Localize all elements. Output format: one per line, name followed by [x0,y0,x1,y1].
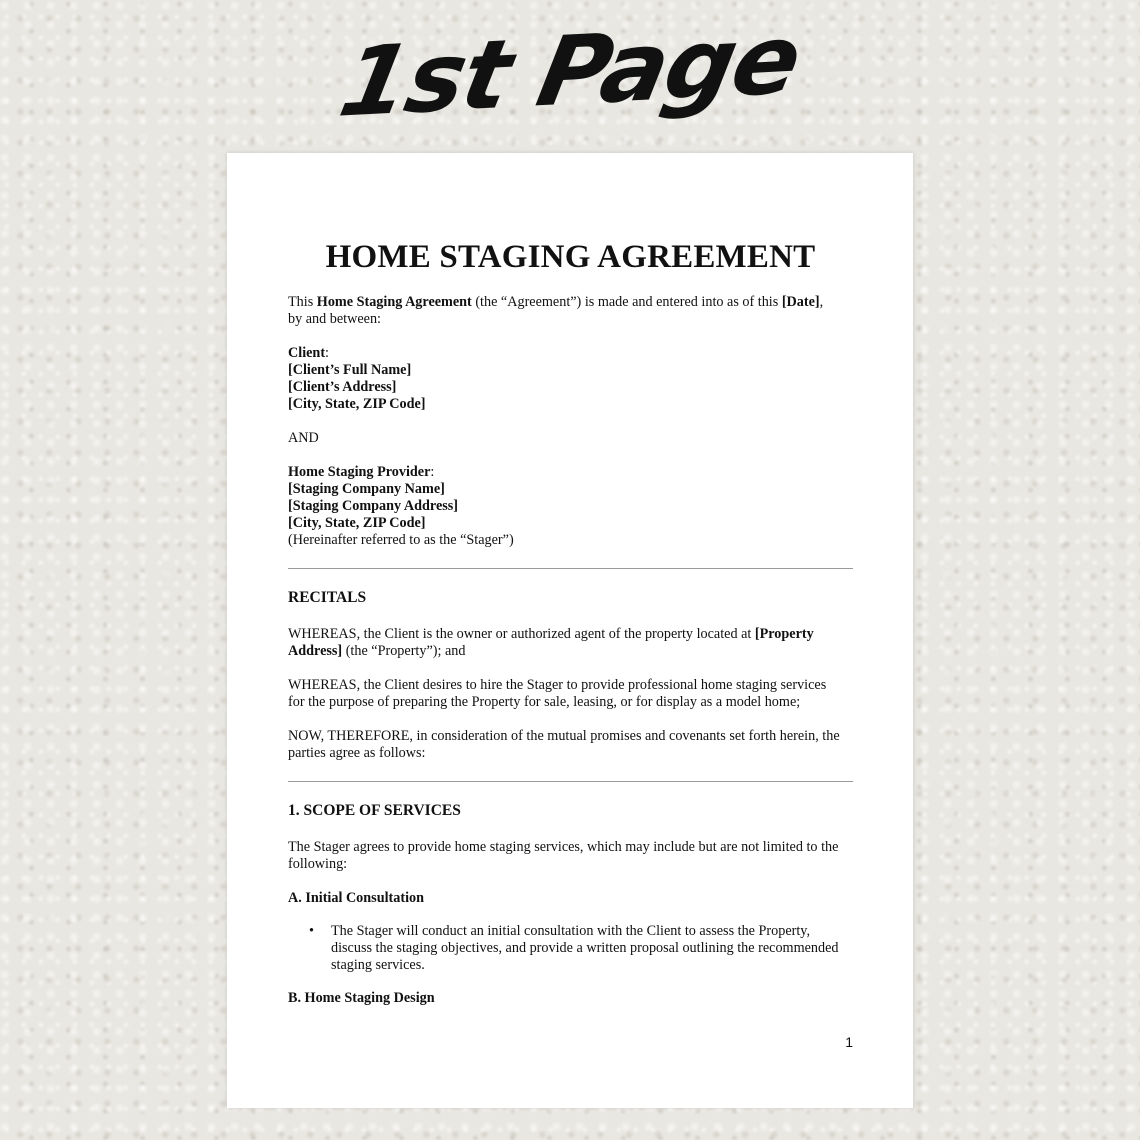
bullet-a-line-1: • The Stager will conduct an initial consultation with the Client to assess the Property, [331,923,811,939]
provider-name-placeholder: [Staging Company Name] [288,481,445,497]
scope-intro-line-2: following: [288,856,348,872]
bullet-a-line-3: staging services. [331,957,425,973]
property-placeholder-part-2: Address] [288,643,343,659]
recitals-p1-text-1: WHEREAS, the Client is the owner or authorized agent of the property located at [288,626,755,642]
intro-text-3: , [819,294,824,310]
banner [0,3,1140,146]
banner-title: 1st Page [331,3,809,139]
document-content [288,237,853,1023]
client-address-placeholder: [Client’s Address] [288,379,397,395]
and-text: AND [288,430,319,446]
recitals-p3-line-2: parties agree as follows: [288,745,426,761]
recitals-p1-line-2 [288,643,853,660]
recitals-paragraph-3 [288,728,853,762]
list-item [331,923,853,974]
provider-city-placeholder: [City, State, ZIP Code] [288,515,426,531]
client-name-placeholder: [Client’s Full Name] [288,362,412,378]
subsection-a-heading: A. Initial Consultation [288,890,424,906]
property-placeholder-part-1: [Property [754,626,814,642]
provider-label: Home Staging Provider [288,464,431,480]
scope-intro [288,839,853,873]
page-number: 1 [845,1034,853,1050]
subsection-b-heading: B. Home Staging Design [288,990,435,1006]
document-title: HOME STAGING AGREEMENT [325,239,816,275]
intro-paragraph [288,294,853,328]
recitals-p1-text-2: (the “Property”); and [342,643,466,659]
divider-1 [288,568,853,569]
provider-note: (Hereinafter referred to as the “Stager”) [288,532,514,548]
intro-agreement-name: Home Staging Agreement [316,294,472,310]
provider-label-line [288,464,853,481]
document-page [227,153,913,1108]
provider-colon: : [430,464,435,480]
recitals-p3-line-1: NOW, THEREFORE, in consideration of the mutual promises and covenants set forth herein, the [288,728,840,744]
client-colon: : [325,345,329,361]
subsection-a-list [288,923,853,974]
client-block [288,345,853,413]
recitals-heading: RECITALS [288,589,367,606]
bullet-a-line-2: discuss the staging objectives, and provide a written proposal outlining the recommended [331,940,839,956]
intro-text-1: This [288,294,317,310]
provider-block [288,464,853,549]
intro-line-2: by and between: [288,311,381,327]
scope-intro-line-1: The Stager agrees to provide home staging services, which may include but are not limited to the [288,839,839,855]
recitals-paragraph-2 [288,677,853,711]
intro-date-placeholder: [Date] [781,294,820,310]
recitals-paragraph-1 [288,626,853,660]
client-label: Client [288,345,326,361]
intro-line-1 [288,294,853,311]
divider-2 [288,781,853,782]
recitals-p2-line-2: for the purpose of preparing the Property for sale, leasing, or for display as a model home; [288,694,801,710]
client-city-placeholder: [City, State, ZIP Code] [288,396,426,412]
intro-text-2: (the “Agreement”) is made and entered into as of this [471,294,782,310]
recitals-p1-line-1 [288,626,853,643]
scope-heading: 1. SCOPE OF SERVICES [288,802,461,819]
client-label-line [288,345,853,362]
recitals-p2-line-1: WHEREAS, the Client desires to hire the Stager to provide professional home staging services [288,677,827,693]
provider-address-placeholder: [Staging Company Address] [288,498,459,514]
